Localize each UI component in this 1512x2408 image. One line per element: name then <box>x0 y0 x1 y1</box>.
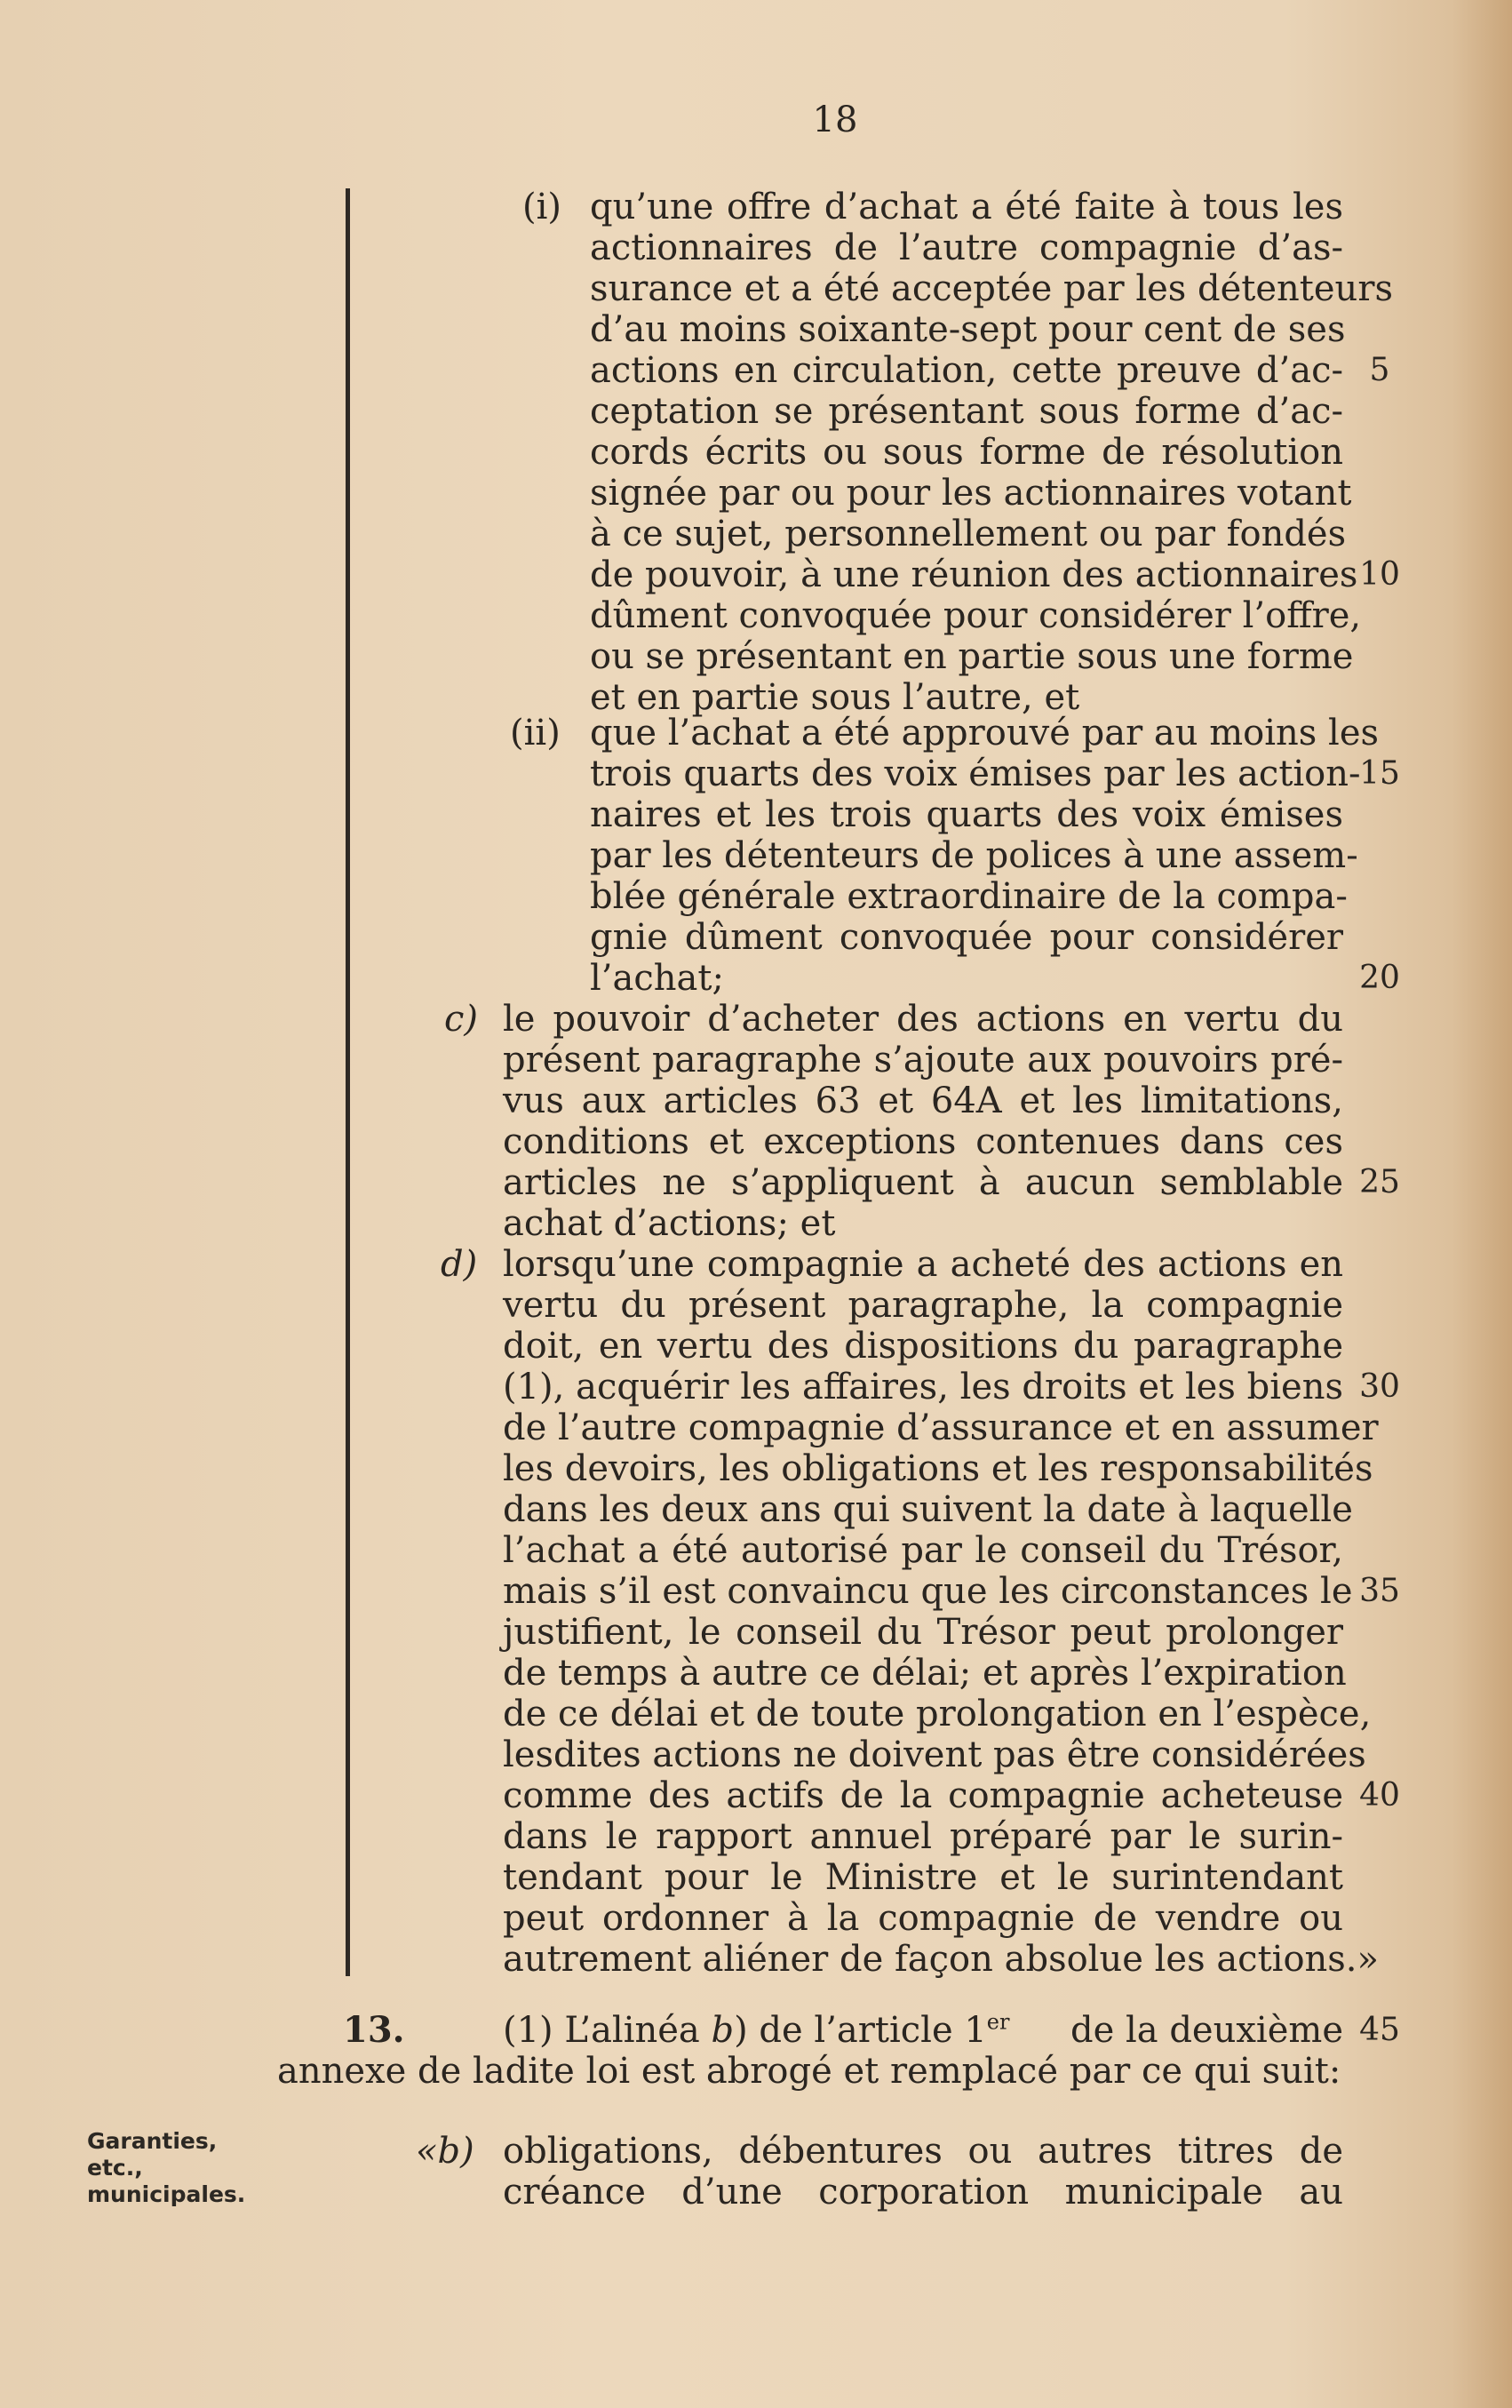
text-line: blée générale extraordinaire de la compa- <box>590 876 1348 917</box>
text-line: créance d’une corporation municipale au <box>503 2172 1343 2213</box>
text-line: par les détenteurs de polices à une assem- <box>590 835 1358 876</box>
text-line: (1), acquérir les affaires, les droits et les biens <box>503 1367 1343 1407</box>
text-line: ou se présentant en partie sous une forme <box>590 636 1354 677</box>
line-number: 15 <box>1359 755 1400 792</box>
text-line: les devoirs, les obligations et les responsabilités <box>503 1448 1373 1489</box>
clause-i-label: (i) <box>522 187 562 227</box>
text-line: le pouvoir d’acheter des actions en vertu du <box>503 999 1343 1040</box>
text-line: surance et a été acceptée par les détenteurs <box>590 268 1393 309</box>
text-line: articles ne s’appliquent à aucun semblable <box>503 1162 1343 1203</box>
text-line: et en partie sous l’autre, et <box>590 677 1080 718</box>
line-number: 30 <box>1359 1368 1400 1405</box>
text-line: dûment convoquée pour considérer l’offre, <box>590 595 1362 636</box>
margin-note-line: etc., <box>87 2155 143 2181</box>
text-line: conditions et exceptions contenues dans ces <box>503 1121 1343 1162</box>
text-line: gnie dûment convoquée pour considérer <box>590 917 1343 958</box>
text-line: dans les deux ans qui suivent la date à laquelle <box>503 1489 1353 1530</box>
text-line: doit, en vertu des dispositions du paragraphe <box>503 1326 1343 1367</box>
text-line: de ce délai et de toute prolongation en l’espèce, <box>503 1694 1372 1734</box>
line-number: 35 <box>1359 1573 1400 1609</box>
margin-note-line: Garanties, <box>87 2128 218 2154</box>
line-number: 5 <box>1369 352 1390 388</box>
text-line: mais s’il est convaincu que les circonstances le <box>503 1571 1353 1612</box>
text-line: actionnaires de l’autre compagnie d’as- <box>590 227 1343 268</box>
text-line: dans le rapport annuel préparé par le surin- <box>503 1816 1343 1857</box>
section-13-line-1-end: de la deuxième <box>1059 2010 1343 2051</box>
para-b-label: «b) <box>416 2131 474 2172</box>
text-line: de l’autre compagnie d’assurance et en assumer <box>503 1407 1379 1448</box>
text-line: de temps à autre ce délai; et après l’expiration <box>503 1653 1347 1694</box>
text-line: ceptation se présentant sous forme d’ac- <box>590 391 1343 432</box>
text-line: actions en circulation, cette preuve d’ac- <box>590 350 1343 391</box>
text-line: justifient, le conseil du Trésor peut prolonger <box>503 1612 1343 1653</box>
para-c-label: c) <box>444 999 479 1040</box>
section-13-line-1 <box>503 2010 1343 2051</box>
text-line: comme des actifs de la compagnie acheteuse <box>503 1775 1343 1816</box>
amendment-bar <box>346 188 350 1976</box>
text-line: qu’une offre d’achat a été faite à tous les <box>590 187 1343 227</box>
text-line: l’achat a été autorisé par le conseil du Trésor, <box>503 1530 1343 1571</box>
text-line: présent paragraphe s’ajoute aux pouvoirs pré- <box>503 1040 1343 1080</box>
line-number: 45 <box>1359 2012 1400 2048</box>
para-d-label: d) <box>441 1244 478 1285</box>
text-line: trois quarts des voix émises par les action- <box>590 753 1361 794</box>
margin-note-line: municipales. <box>87 2181 246 2207</box>
text-line: achat d’actions; et <box>503 1203 836 1244</box>
line-number: 25 <box>1359 1164 1400 1200</box>
section-13-line-1-text: (1) L’alinéa b) de l’article 1er <box>503 2009 1010 2051</box>
text-line: l’achat; <box>590 958 724 999</box>
line-number: 10 <box>1359 556 1400 593</box>
text-line: lesdites actions ne doivent pas être considérées <box>503 1734 1366 1775</box>
section-13-line-2: annexe de ladite loi est abrogé et remplacé par ce qui suit: <box>277 2051 1341 2092</box>
section-number: 13. <box>343 2009 405 2051</box>
text-line: obligations, débentures ou autres titres de <box>503 2131 1343 2172</box>
text-line: d’au moins soixante-sept pour cent de ses <box>590 309 1346 350</box>
page-number: 18 <box>812 100 858 140</box>
text-line: autrement aliéner de façon absolue les actions.» <box>503 1939 1379 1980</box>
text-line: cords écrits ou sous forme de résolution <box>590 432 1343 473</box>
text-line: à ce sujet, personnellement ou par fondés <box>590 514 1347 554</box>
text-line: vertu du présent paragraphe, la compagnie <box>503 1285 1343 1326</box>
text-line: signée par ou pour les actionnaires votant <box>590 473 1352 514</box>
text-line: naires et les trois quarts des voix émises <box>590 794 1343 835</box>
text-line: tendant pour le Ministre et le surintendant <box>503 1857 1343 1898</box>
text-line: de pouvoir, à une réunion des actionnaires <box>590 554 1358 595</box>
line-number: 20 <box>1359 960 1400 996</box>
text-line: vus aux articles 63 et 64A et les limitations, <box>503 1080 1343 1121</box>
margin-note <box>87 2128 245 2208</box>
text-line: lorsqu’une compagnie a acheté des actions en <box>503 1244 1343 1285</box>
text-line: que l’achat a été approuvé par au moins les <box>590 713 1380 753</box>
clause-ii-label: (ii) <box>510 713 561 753</box>
line-number: 40 <box>1359 1777 1400 1814</box>
text-line: peut ordonner à la compagnie de vendre ou <box>503 1898 1343 1939</box>
